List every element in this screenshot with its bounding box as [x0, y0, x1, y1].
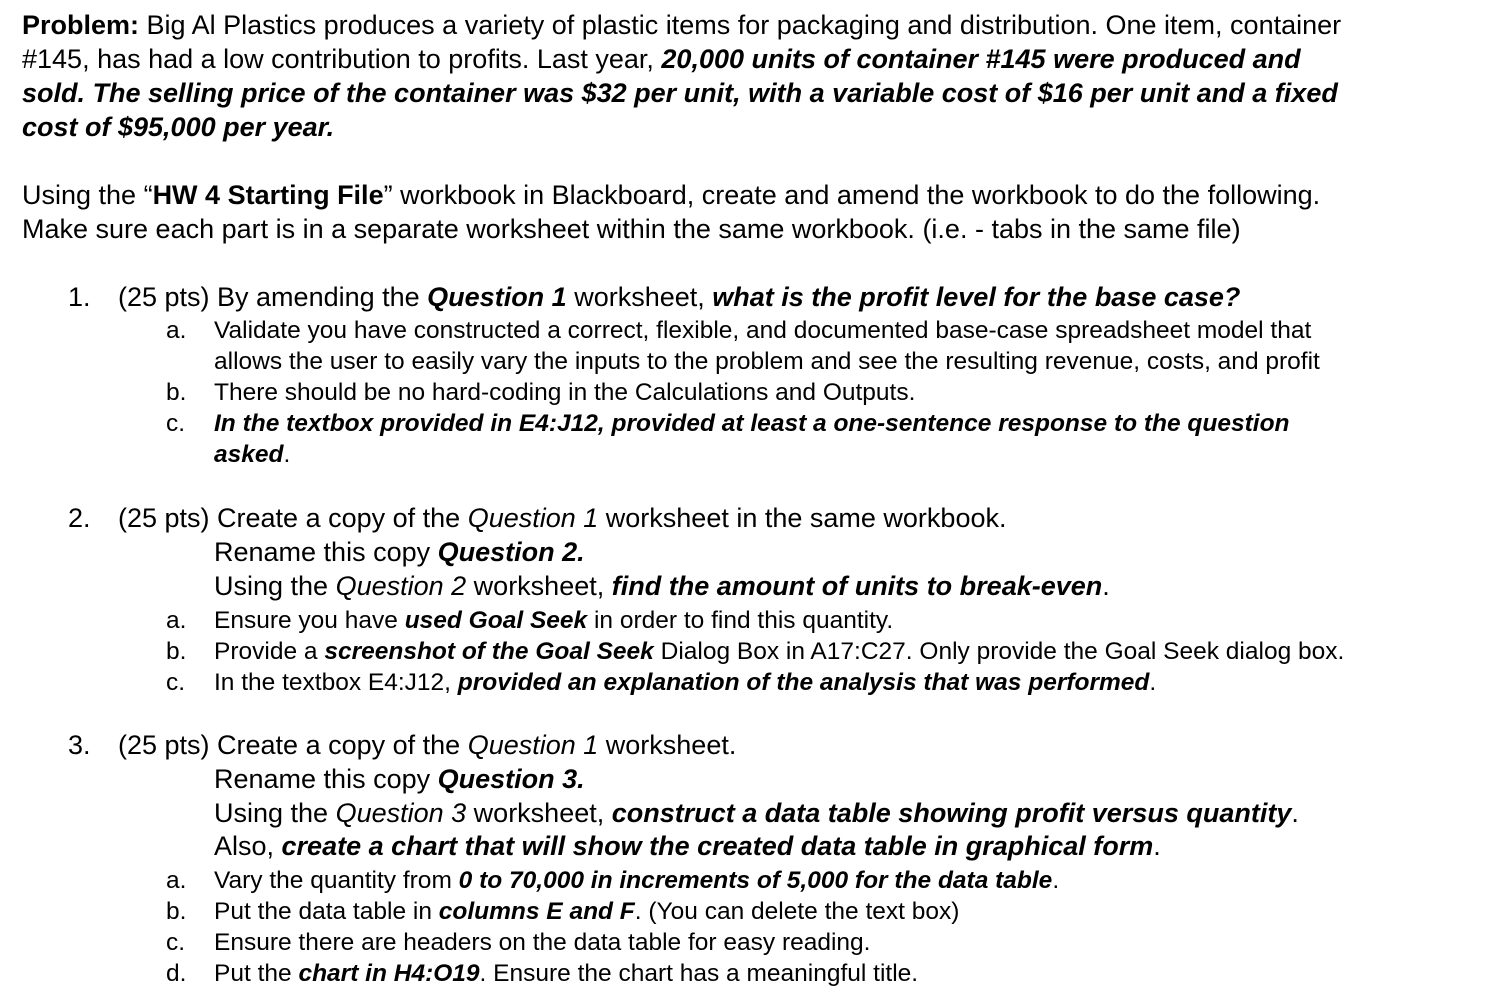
problem-paragraph	[22, 8, 1341, 144]
question-2-heading: (25 pts) Create a copy of the Question 1 worksheet in the same workbook.	[118, 503, 1007, 533]
question-number: 3.	[68, 730, 91, 760]
instructions-line-1: Using the “HW 4 Starting File” workbook in Blackboard, create and amend the workbook to do the following.	[22, 180, 1321, 210]
q2-using: Using the Question 2 worksheet, find the amount of units to break-even.	[214, 571, 1110, 601]
question-3-heading: (25 pts) Create a copy of the Question 1 worksheet.	[118, 730, 737, 760]
problem-line-2: #145, has had a low contribution to profits. Last year, 20,000 units of container #145 were produced and	[22, 44, 1301, 74]
q2-rename: Rename this copy Question 2.	[214, 537, 585, 567]
problem-line-3: sold. The selling price of the container was $32 per unit, with a variable cost of $16 per unit and a fixed	[22, 78, 1338, 108]
instructions-paragraph	[22, 178, 1320, 246]
instructions-line-2: Make sure each part is in a separate worksheet within the same workbook. (i.e. - tabs in the same file)	[22, 214, 1241, 244]
problem-line-1: Problem: Big Al Plastics produces a variety of plastic items for packaging and distribution. One item, container	[22, 10, 1342, 40]
question-number: 1.	[68, 282, 91, 312]
question-1-heading: (25 pts) By amending the Question 1 worksheet, what is the profit level for the base case?	[118, 282, 1241, 312]
q3-rename: Rename this copy Question 3.	[214, 764, 585, 794]
problem-label: Problem:	[22, 10, 140, 40]
problem-line-4: cost of $95,000 per year.	[22, 112, 335, 142]
q3-also: Also, create a chart that will show the created data table in graphical form.	[214, 831, 1161, 861]
question-number: 2.	[68, 503, 91, 533]
q3-using: Using the Question 3 worksheet, construct a data table showing profit versus quantity.	[214, 798, 1299, 828]
